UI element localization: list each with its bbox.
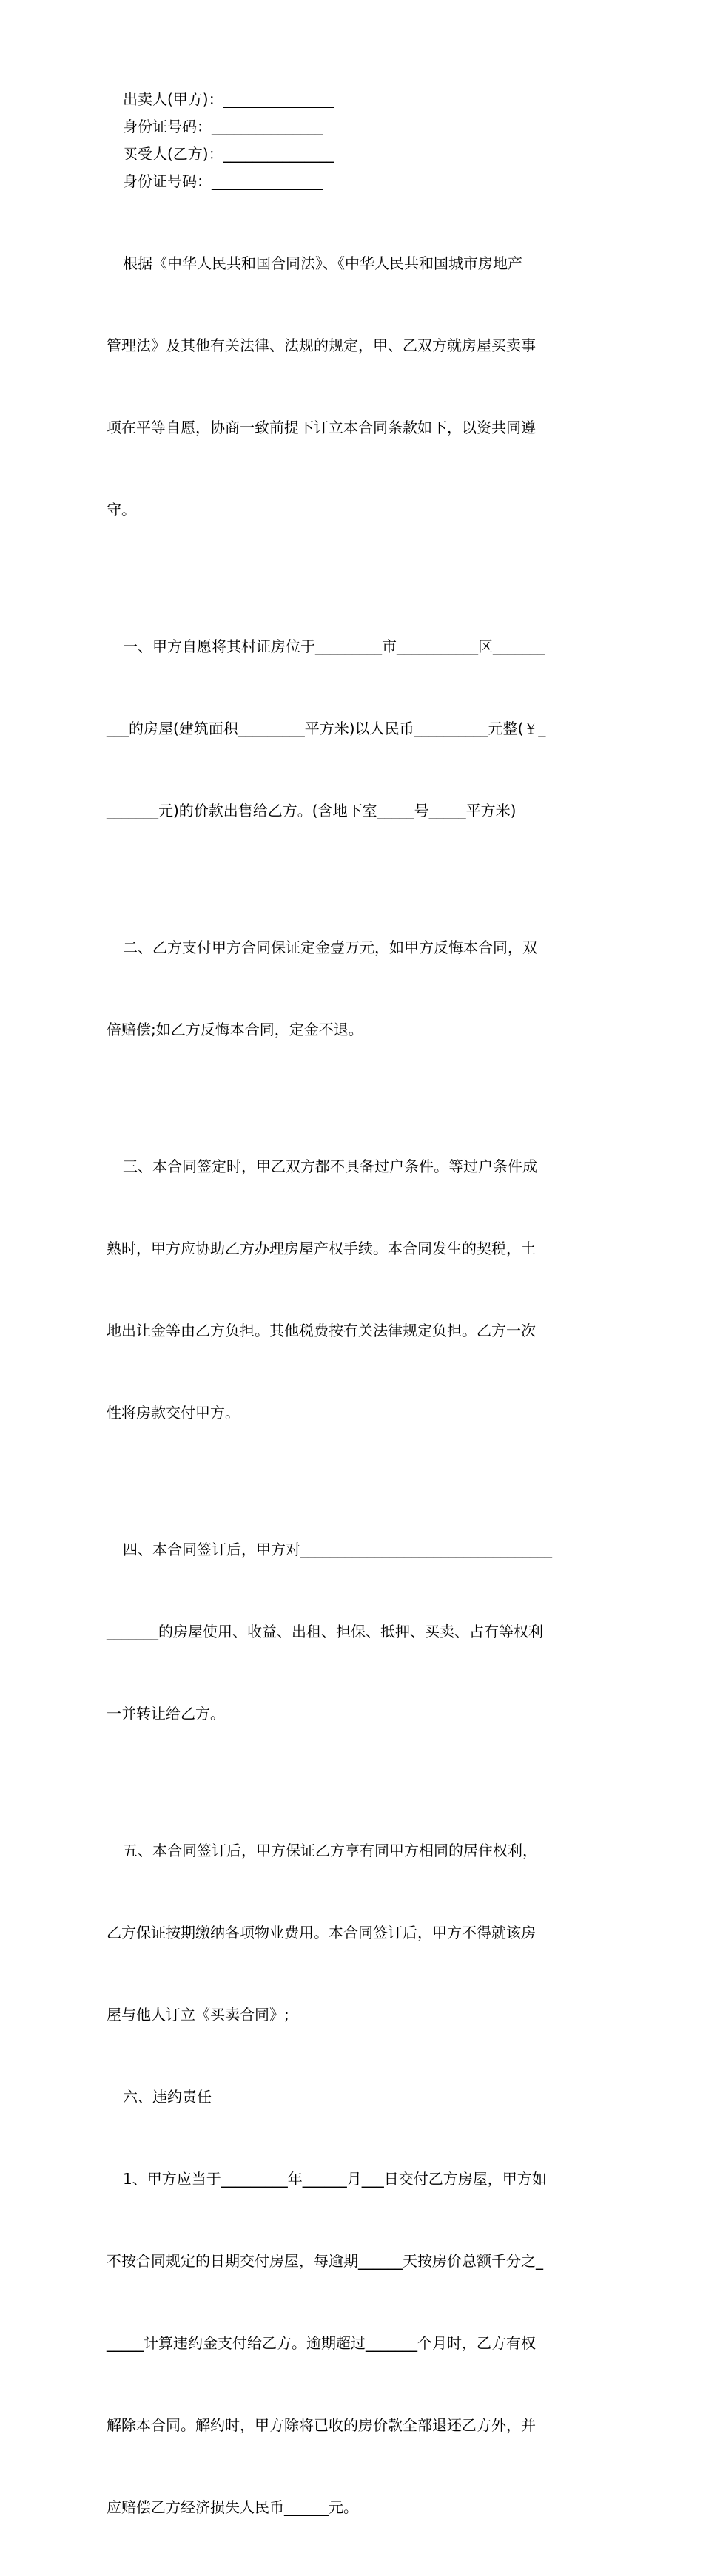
clause-2-paragraph	[107, 879, 596, 1098]
clause-line: _____计算违约金支付给乙方。逾期超过_______个月时，乙方有权	[107, 2334, 536, 2352]
clause-line: ___的房屋(建筑面积_________平方米)以人民币__________元整(￥_	[107, 720, 546, 737]
clause-1-paragraph	[107, 578, 596, 879]
contract-body	[107, 86, 596, 2576]
clause-line: 四、本合同签订后，甲方对__________________________________	[123, 1541, 552, 1558]
clause-line: _______元)的价款出售给乙方。(含地下室_____号_____平方米)	[107, 802, 517, 819]
clause-line: 二、乙方支付甲方合同保证定金壹万元，如甲方反悔本合同，双	[123, 939, 537, 956]
clause-line: 屋与他人订立《买卖合同》;	[107, 2006, 289, 2024]
preamble-line: 管理法》及其他有关法律、法规的规定，甲、乙双方就房屋买卖事	[107, 337, 536, 354]
preamble-line: 根据《中华人民共和国合同法》、《中华人民共和国城市房地产	[123, 254, 522, 272]
clause-6-1-paragraph	[107, 2111, 596, 2576]
clause-line: 应赔偿乙方经济损失人民币______元。	[107, 2498, 358, 2516]
clause-5-paragraph	[107, 1782, 596, 2083]
clause-line: 乙方保证按期缴纳各项物业费用。本合同签订后，甲方不得就该房	[107, 1924, 536, 1941]
clause-line: 地出让金等由乙方负担。其他税费按有关法律规定负担。乙方一次	[107, 1322, 536, 1339]
clause-3-paragraph	[107, 1098, 596, 1481]
clause-line: 倍赔偿;如乙方反悔本合同，定金不退。	[107, 1021, 363, 1038]
clause-line: 不按合同规定的日期交付房屋，每逾期______天按房价总额千分之_	[107, 2252, 543, 2270]
clause-line: 五、本合同签订后，甲方保证乙方享有同甲方相同的居住权利，	[123, 1842, 537, 1859]
clause-line: 1、甲方应当于_________年______月___日交付乙方房屋，甲方如	[123, 2170, 547, 2188]
clause-line: 三、本合同签定时，甲乙双方都不具备过户条件。等过户条件成	[123, 1157, 537, 1175]
clause-4-paragraph	[107, 1481, 596, 1782]
clause-line: 性将房款交付甲方。	[107, 1404, 240, 1421]
preamble-paragraph	[107, 195, 596, 578]
preamble-line: 守。	[107, 501, 136, 518]
clause-line: 熟时，甲方应协助乙方办理房屋产权手续。本合同发生的契税，土	[107, 1240, 536, 1257]
clause-line: 一、甲方自愿将其村证房位于_________市___________区_______	[123, 638, 545, 655]
buyer-id-field: 身份证号码：_______________	[123, 172, 323, 190]
clause-6-title: 六、违约责任	[123, 2088, 212, 2106]
preamble-line: 项在平等自愿，协商一致前提下订立本合同条款如下，以资共同遵	[107, 419, 536, 436]
seller-id-field: 身份证号码：_______________	[123, 118, 323, 135]
seller-field: 出卖人(甲方)：_______________	[123, 90, 334, 108]
buyer-field: 买受人(乙方)：_______________	[123, 145, 334, 163]
clause-line: 一并转让给乙方。	[107, 1705, 225, 1723]
clause-line: _______的房屋使用、收益、出租、担保、抵押、买卖、占有等权利	[107, 1623, 543, 1640]
clause-line: 解除本合同。解约时，甲方除将已收的房价款全部退还乙方外，并	[107, 2416, 536, 2434]
